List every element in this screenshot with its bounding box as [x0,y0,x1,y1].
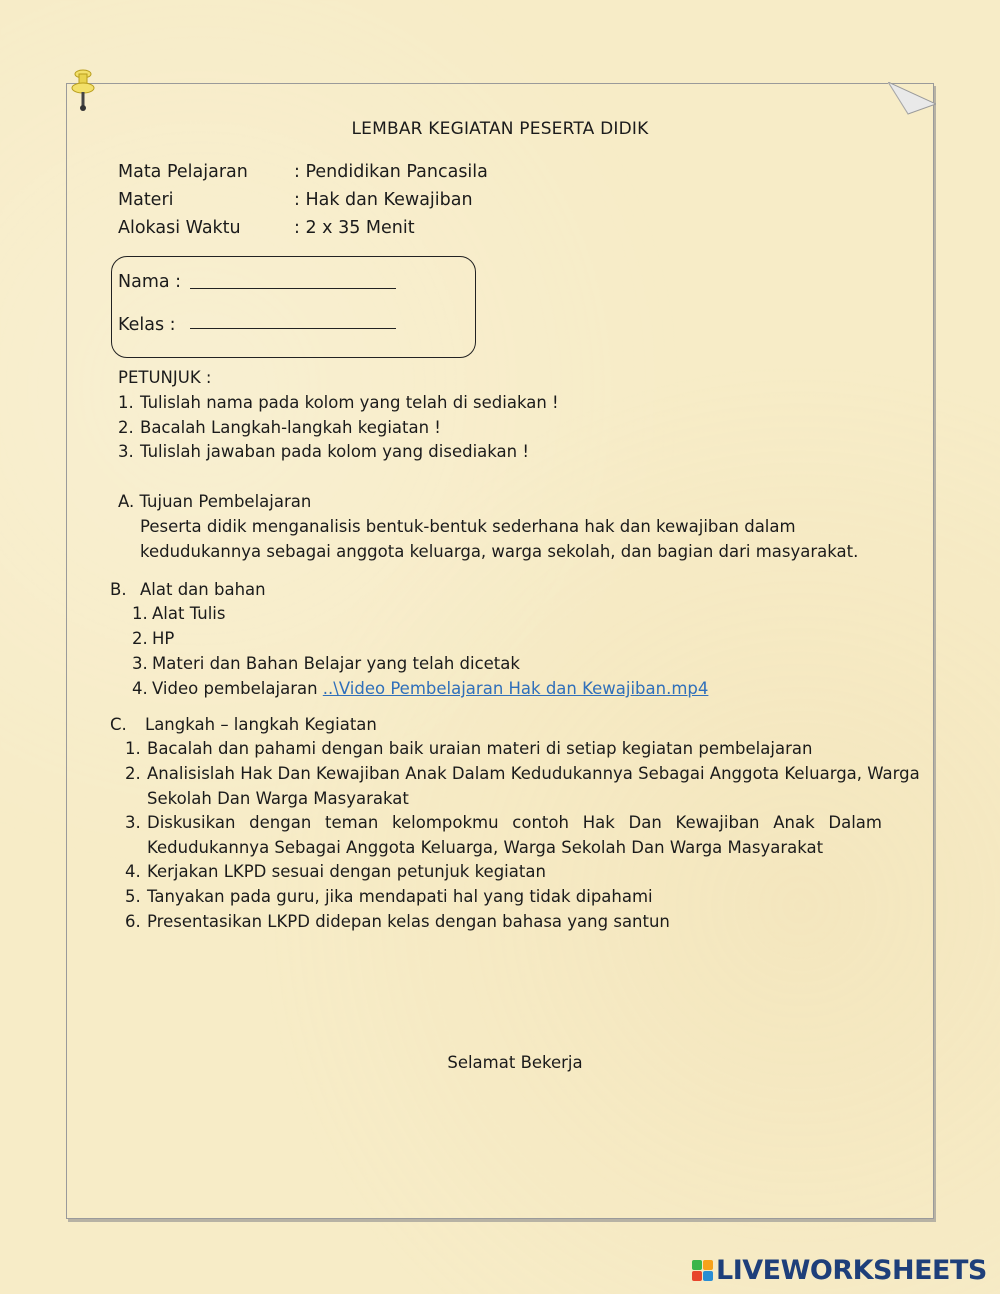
step-item [125,885,653,910]
list-text: Tulislah jawaban pada kolom yang disediakan ! [140,442,529,461]
section-a-text-line: kedudukannya sebagai anggota keluarga, warga sekolah, dan bagian dari masyarakat. [140,542,859,561]
section-title: Alat dan bahan [140,580,266,599]
section-c-heading [110,713,377,738]
section-letter: B. [110,580,127,599]
list-number: 2. [125,764,141,783]
list-number: 1. [125,739,141,758]
name-input-line[interactable] [190,288,396,289]
section-b-heading [110,578,266,603]
list-item [132,627,174,652]
list-number: 3. [132,654,148,673]
list-text: Video pembelajaran [152,679,323,698]
logo-tile [692,1260,702,1270]
section-a-heading: A. Tujuan Pembelajaran [118,492,312,511]
info-label: Materi [118,190,174,210]
list-item [132,602,226,627]
list-number: 5. [125,887,141,906]
info-value: : 2 x 35 Menit [294,218,415,238]
list-text: Kerjakan LKPD sesuai dengan petunjuk kegiatan [147,862,546,881]
class-label: Kelas : [118,315,176,335]
list-item [118,416,441,441]
list-number: 2. [118,418,134,437]
liveworksheets-logo[interactable] [692,1254,987,1286]
step-item [125,762,920,787]
page-title: LEMBAR KEGIATAN PESERTA DIDIK [351,119,649,139]
list-number: 4. [132,679,148,698]
list-number: 6. [125,912,141,931]
name-label: Nama : [118,272,182,292]
section-title: Langkah – langkah Kegiatan [145,715,377,734]
section-a-text-line: Peserta didik menganalisis bentuk-bentuk sederhana hak dan kewajiban dalam [140,517,796,536]
list-number: 1. [118,393,134,412]
list-text: Bacalah Langkah-langkah kegiatan ! [140,418,441,437]
list-text: Bacalah dan pahami dengan baik uraian materi di setiap kegiatan pembelajaran [147,739,813,758]
list-number: 1. [132,604,148,623]
logo-tile [703,1260,713,1270]
list-number: 3. [125,813,141,832]
info-label: Mata Pelajaran [118,162,248,182]
step-item-text: Diskusikan dengan teman kelompokmu contoh Hak Dan Kewajiban Anak Dalam [147,813,882,832]
list-text: Materi dan Bahan Belajar yang telah dicetak [152,654,520,673]
list-text: Presentasikan LKPD didepan kelas dengan bahasa yang santun [147,912,670,931]
list-text: Analisislah Hak Dan Kewajiban Anak Dalam Kedudukannya Sebagai Anggota Keluarga, Warga [147,764,920,783]
class-input-line[interactable] [190,328,396,329]
list-item [132,652,520,677]
petunjuk-heading: PETUNJUK : [118,368,212,387]
closing-text: Selamat Bekerja [447,1053,583,1072]
step-item-continuation: Kedudukannya Sebagai Anggota Keluarga, Warga Sekolah Dan Warga Masyarakat [147,838,824,857]
list-text: Tanyakan pada guru, jika mendapati hal yang tidak dipahami [147,887,653,906]
info-value: : Hak dan Kewajiban [294,190,473,210]
list-text: Tulislah nama pada kolom yang telah di sediakan ! [140,393,559,412]
list-text: Alat Tulis [152,604,226,623]
step-item [125,910,670,935]
list-item [118,391,559,416]
push-pin-icon [70,68,96,112]
logo-tile [692,1271,702,1281]
list-number: 4. [125,862,141,881]
video-link[interactable]: ..\Video Pembelajaran Hak dan Kewajiban.mp4 [322,679,709,698]
list-number: 2. [132,629,148,648]
logo-tile [703,1271,713,1281]
step-item-continuation: Sekolah Dan Warga Masyarakat [147,789,409,808]
worksheet-paper [66,83,934,1219]
info-label: Alokasi Waktu [118,218,241,238]
info-value: : Pendidikan Pancasila [294,162,488,182]
list-text: HP [152,629,175,648]
page-fold-corner [888,82,936,118]
logo-mark-icon [692,1260,713,1281]
list-item [132,677,708,702]
logo-text: LIVEWORKSHEETS [716,1254,987,1286]
list-number: 3. [118,442,134,461]
step-item [125,860,546,885]
step-item [125,737,812,762]
section-letter: C. [110,715,127,734]
list-item [118,440,529,465]
